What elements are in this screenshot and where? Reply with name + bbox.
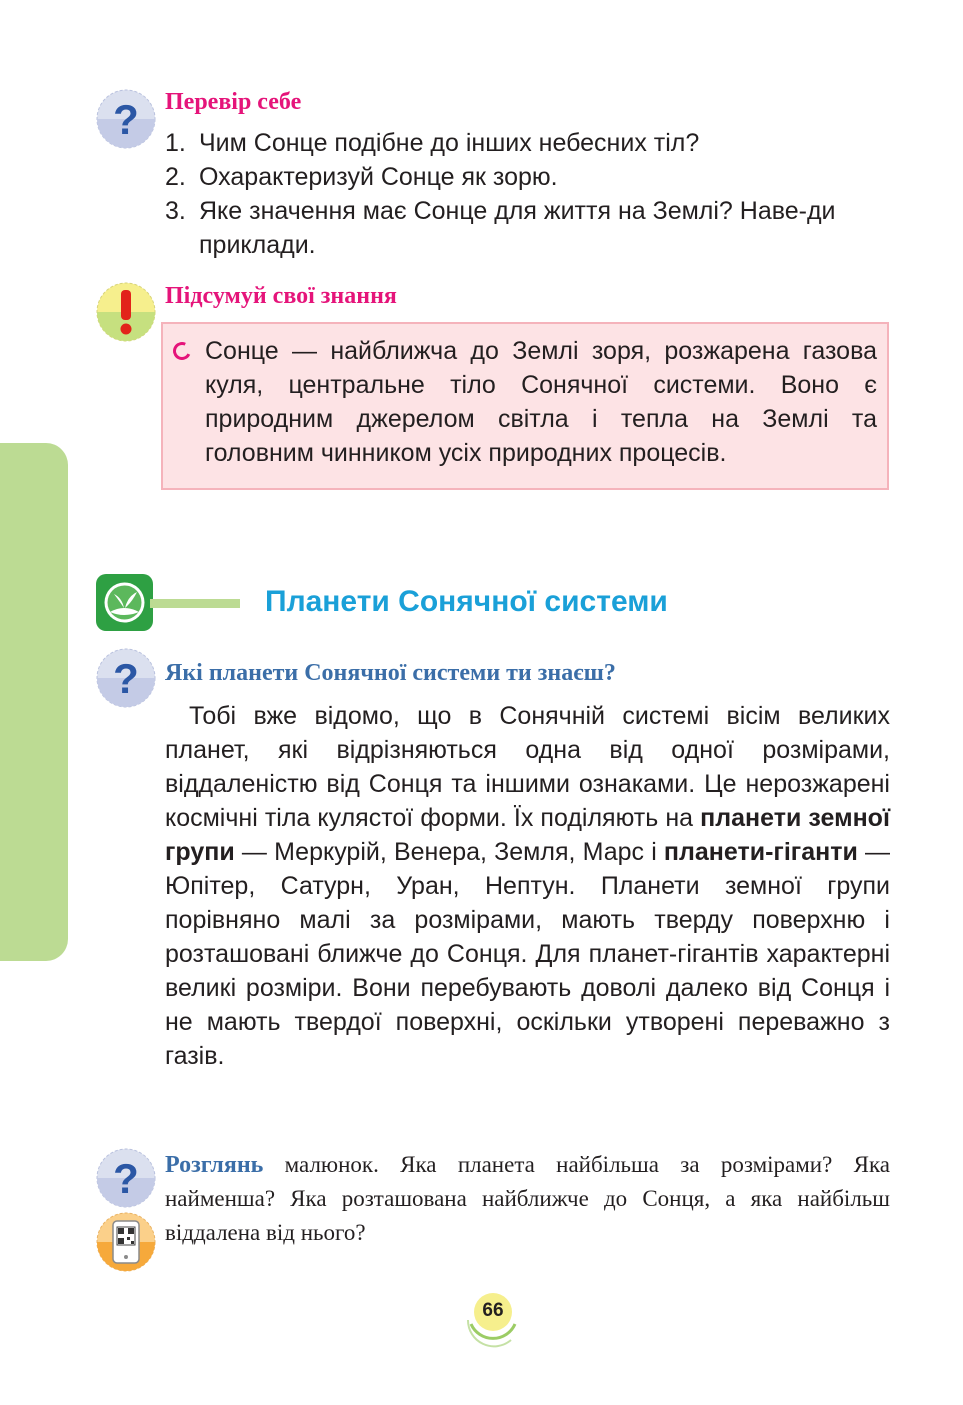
- list-item: [165, 126, 890, 160]
- list-item: [165, 160, 890, 194]
- question-icon: [96, 648, 156, 708]
- summary-text: Сонце — найближча до Землі зоря, розжарена газова куля, центральне тіло Сонячної системи. Воно є природним джерелом світла і тепла на Землі та головним чинником усіх природних процесів.: [205, 337, 877, 467]
- qr-code-icon: [96, 1212, 156, 1272]
- question-list: [165, 126, 890, 262]
- consider-text: малюнок. Яка планета найбільша за розмірами? Яка найменша? Яка розташована найближче до Сонця, а яка найбільш віддалена від нього?: [165, 1152, 890, 1245]
- body-text-part: — Юпітер, Сатурн, Уран, Нептун. Планети земної групи порівняно малі за розмірами, мають тверду поверхню і розташовані ближче до Сонця. Для планет-гігантів характерні великі розміри. Вони перебувають доволі далеко від Сонця і не мають твердої поверхні, оскільки утворені переважно з газів.: [165, 838, 890, 1070]
- question-text: Чим Сонце подібне до інших небесних тіл?: [199, 129, 700, 157]
- check-yourself-heading: Перевір себе: [165, 89, 302, 115]
- side-tab: [0, 443, 68, 961]
- term-giant-planets: планети-гіганти: [663, 838, 858, 866]
- svg-text:?: ?: [113, 96, 139, 143]
- summary-box: [161, 322, 889, 490]
- question-intro-heading: Які планети Сонячної системи ти знаєш?: [165, 660, 616, 686]
- question-icon: [96, 89, 156, 149]
- question-text: Яке значення має Сонце для життя на Землі? Наве-ди приклади.: [199, 197, 836, 259]
- body-paragraph: [165, 699, 890, 1073]
- term-terrestrial-planets: планети земної групи: [165, 804, 890, 866]
- svg-text:?: ?: [113, 1155, 139, 1202]
- page-number: 66: [482, 1300, 504, 1321]
- body-text-part: Тобі вже відомо, що в Сонячній системі вісім великих планет, які відрізняються одна від одної розмірами, віддаленістю від Сонця та іншими ознаками. Це нерозжарені космічні тіла кулястої форми. Їх поділяють на: [165, 702, 890, 832]
- question-icon: [96, 1148, 156, 1208]
- bullet-icon: [170, 339, 193, 362]
- summary-heading: Підсумуй свої знання: [165, 283, 397, 309]
- exclamation-icon: [96, 282, 156, 342]
- svg-text:?: ?: [113, 655, 139, 702]
- question-number: 3.: [165, 197, 186, 225]
- question-text: Охарактеризуй Сонце як зорю.: [199, 163, 558, 191]
- question-number: 1.: [165, 129, 186, 157]
- section-title: Планети Сонячної системи: [265, 585, 668, 618]
- plant-section-icon: [96, 574, 153, 631]
- section-divider: [150, 599, 240, 608]
- list-item: [165, 194, 890, 262]
- consider-task: [165, 1148, 890, 1250]
- consider-lead: Розглянь: [165, 1152, 264, 1178]
- page-number-badge: [463, 1288, 523, 1348]
- question-number: 2.: [165, 163, 186, 191]
- body-text-part: — Меркурій, Венера, Земля, Марс і: [234, 838, 664, 866]
